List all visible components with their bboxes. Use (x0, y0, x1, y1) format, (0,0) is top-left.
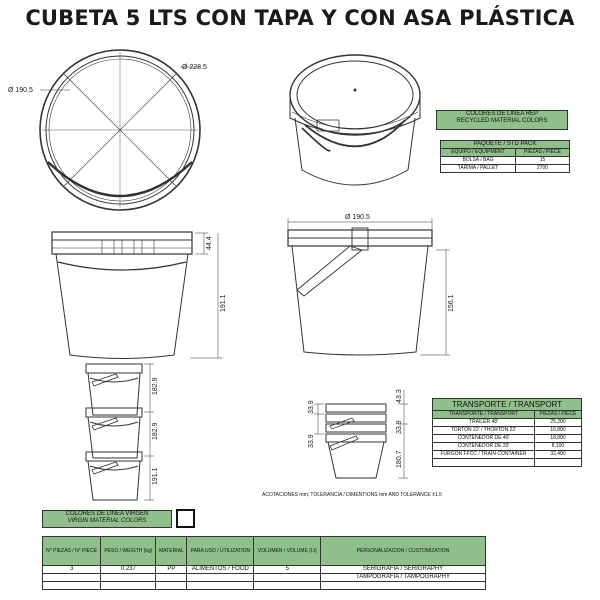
transport-name: FURGON FFCC / TRAIN CONTAINER (433, 451, 535, 459)
table-row (441, 157, 570, 165)
spec-empty-cell (101, 582, 156, 590)
recycled-colors-sublabel: RECYCLED MATERIAL COLORS (456, 118, 548, 124)
recycled-colors-banner (436, 110, 568, 130)
std-pack-table (440, 140, 570, 173)
std-pack-equipment: BOLSA / BAG (441, 157, 516, 165)
dim-nested-33-b: 33.9 (308, 434, 315, 448)
std-pack-pieces: 2700 (516, 165, 570, 173)
table-row (433, 451, 582, 459)
spec-col-pieces: N° PIEZAS / N° PIECE (43, 537, 101, 566)
spec-empty-cell (101, 574, 156, 582)
dim-stack-182-b: 182.9 (152, 422, 159, 440)
table-row (441, 165, 570, 173)
std-pack-pieces: 15 (516, 157, 570, 165)
top-view-drawing (40, 50, 200, 210)
table-row (433, 443, 582, 451)
dim-height-156: 156.1 (448, 294, 455, 312)
transport-name: TRAILER 48' (433, 419, 535, 427)
transport-pieces: 25,200 (534, 419, 581, 427)
spec-table (42, 536, 486, 590)
dim-nested-180: 180.7 (396, 450, 403, 468)
std-pack-equipment: TARIMA / PALLET (441, 165, 516, 173)
table-row (433, 427, 582, 435)
std-pack-col-pieces: PIEZAS / PIECE (516, 149, 570, 157)
transport-empty-cell (534, 459, 581, 467)
spec-col-material: MATERIAL (156, 537, 187, 566)
transport-pieces: 8,100 (534, 443, 581, 451)
spec-empty-cell (156, 574, 187, 582)
std-pack-header: PAQUETE / STD PACK (441, 141, 570, 149)
dim-diameter-190-side: Ø 190.5 (345, 214, 370, 221)
spec-custom-tampography: TAMPOGRAFIA / TAMPOGRAPHY (321, 574, 486, 582)
dim-nested-33-c: 33.9 (396, 420, 403, 434)
color-swatch (176, 509, 195, 528)
front-view-drawing (52, 232, 223, 359)
spec-empty-cell (43, 582, 101, 590)
transport-col-pieces: PIEZAS / PIECE (534, 411, 581, 419)
table-row (433, 419, 582, 427)
spec-empty-cell (254, 582, 321, 590)
page-title: CUBETA 5 LTS CON TAPA Y CON ASA PLÁSTICA (25, 6, 575, 30)
transport-table (432, 398, 582, 467)
dim-nested-43: 43.3 (396, 389, 403, 403)
spec-empty-cell (187, 574, 254, 582)
spec-material: PP (156, 566, 187, 574)
dim-stack-182-a: 182.9 (152, 377, 159, 395)
spec-pieces: 3 (43, 566, 101, 574)
isometric-view-drawing (290, 55, 420, 185)
nested-buckets-drawing (314, 390, 408, 478)
spec-col-weight: PESO / WEIGTH (kg) (101, 537, 156, 566)
virgin-colors-sublabel: VIRGIN MATERIAL COLORS (67, 518, 147, 524)
transport-pieces: 18,800 (534, 435, 581, 443)
transport-name: CONTENEDOR DE 20' (433, 443, 535, 451)
stacked-buckets-drawing (86, 364, 154, 500)
spec-empty-cell (156, 582, 187, 590)
spec-col-use: PARA USO / UTILIZATION (187, 537, 254, 566)
spec-volume: 5 (254, 566, 321, 574)
spec-empty-cell (254, 574, 321, 582)
tolerance-note: ACOTACIONES mm; TOLERANCIA / DIMENTIONS mm AND TOLERANCE ±1.5 (262, 492, 442, 498)
spec-empty-cell (187, 582, 254, 590)
spec-col-customization: PERSONALIZACION / CUSTOMIZATION (321, 537, 486, 566)
spec-use: ALIMENTOS / FOOD (187, 566, 254, 574)
table-row (43, 582, 486, 590)
table-row (433, 435, 582, 443)
spec-empty-cell (43, 574, 101, 582)
spec-col-volume: VOLUMEN / VOLUME (Lt) (254, 537, 321, 566)
transport-header: TRANSPORTE / TRANSPORT (433, 399, 582, 411)
side-view-drawing (288, 218, 450, 355)
transport-pieces: 10,800 (534, 427, 581, 435)
spec-weight: 0.237 (101, 566, 156, 574)
transport-col-transport: TRANSPORTE / TRANSPORT (433, 411, 535, 419)
dim-diameter-190-top: Ø 190.5 (8, 87, 33, 94)
transport-name: CONTENEDOR DE 40' (433, 435, 535, 443)
table-row (433, 459, 582, 467)
spec-custom-serigraphy: SERIGRAFIA / SERIGRAPHY (321, 566, 486, 574)
virgin-colors-banner (42, 510, 172, 528)
spec-empty-cell (321, 582, 486, 590)
dim-height-191: 191.1 (220, 294, 227, 312)
dim-height-44: 44.4 (206, 236, 213, 250)
dim-stack-191: 191.1 (152, 467, 159, 485)
table-row (43, 574, 486, 582)
std-pack-col-equipment: EQUIPO / EQUIPMENT (441, 149, 516, 157)
recycled-colors-label: COLORES DE LINEA REP (465, 111, 539, 117)
transport-pieces: 32,400 (534, 451, 581, 459)
transport-empty-cell (433, 459, 535, 467)
dim-diameter-228: Ø 228.5 (182, 64, 207, 71)
table-row (43, 566, 486, 574)
virgin-colors-label: COLORES DE LINEA VIRGEN (65, 511, 149, 517)
transport-name: TORTON 22' / THORTON 22' (433, 427, 535, 435)
dim-nested-33-a: 33.9 (308, 400, 315, 414)
